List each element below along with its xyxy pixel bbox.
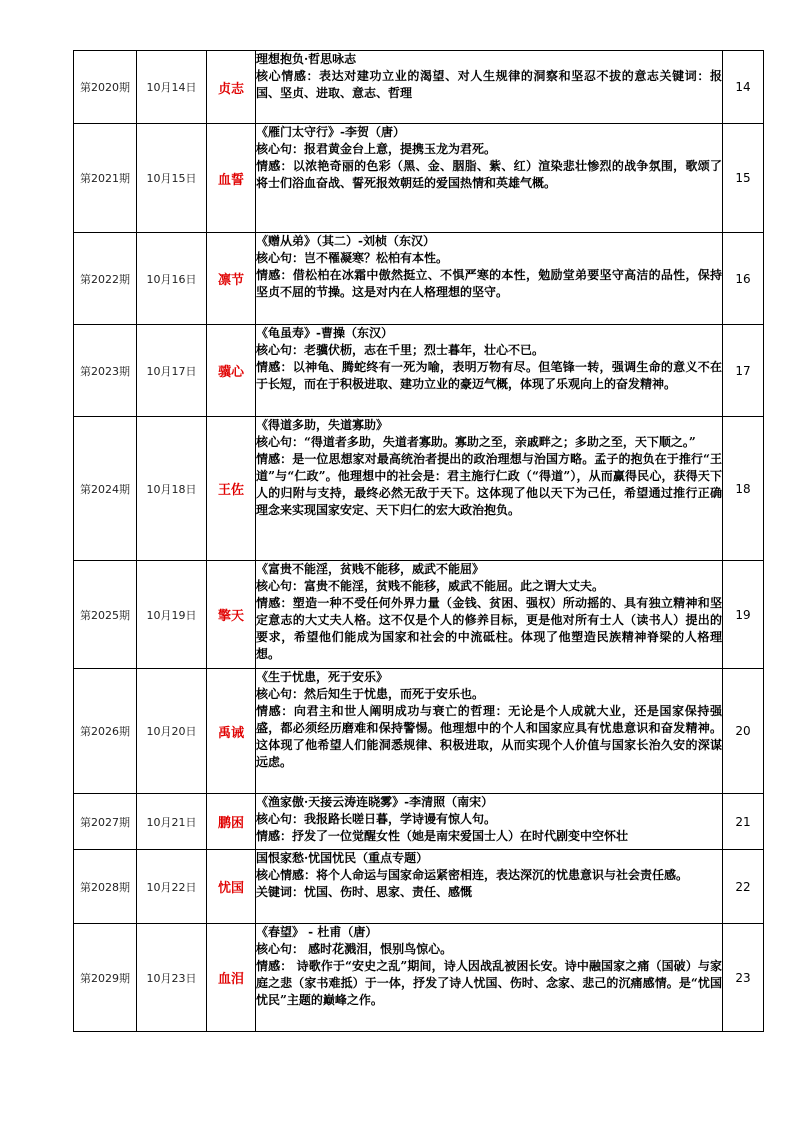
- content-line: 《生于忧患，死于安乐》: [256, 670, 389, 684]
- issue-date: 10月21日: [137, 794, 207, 850]
- issue-number: 第2023期: [74, 325, 137, 417]
- content-line: 核心句： 感时花溅泪，恨别鸟惊心。: [256, 942, 453, 956]
- issue-date: 10月16日: [137, 233, 207, 325]
- issue-date: 10月23日: [137, 924, 207, 1032]
- table-row: [74, 325, 764, 417]
- theme-keyword: 骥心: [207, 325, 256, 417]
- poem-content: [256, 924, 723, 1032]
- table-row: [74, 124, 764, 233]
- content-line: 核心句：“得道者多助，失道者寡助。寡助之至，亲戚畔之；多助之至，天下顺之。”: [256, 435, 696, 449]
- table-row: [74, 417, 764, 561]
- content-line: 《渔家傲·天接云涛连晓雾》-李清照（南宋）: [256, 795, 494, 809]
- content-line: 核心情感：表达对建功立业的渴望、对人生规律的洞察和坚忍不拔的意志关键词：报国、坚贞、进取、意志、哲理: [256, 69, 722, 100]
- content-line: 《春望》 - 杜甫（唐）: [256, 925, 378, 939]
- content-line: 情感：向君主和世人阐明成功与衰亡的哲理：无论是个人成就大业，还是国家保持强盛，都必须经历磨难和保持警惕。他理想中的个人和国家应具有忧患意识和奋发精神。这体现了他希望人们能洞悉规律、积极进取，从而实现个人价值与国家长治久安的深谋远虑。: [256, 704, 722, 769]
- issue-number: 第2021期: [74, 124, 137, 233]
- content-line: 情感：是一位思想家对最高统治者提出的政治理想与治国方略。孟子的抱负在于推行“王道”与“仁政”。他理想中的社会是：君主施行仁政（“得道”），从而赢得民心，获得天下人的归附与支持，最终必然无敌于天下。这体现了他以天下为己任，希望通过推行正确理念来实现国家安定、天下归仁的宏大政治抱负。: [256, 452, 722, 517]
- content-line: 核心句：报君黄金台上意，提携玉龙为君死。: [256, 142, 497, 156]
- content-line: 核心句：富贵不能淫，贫贱不能移，威武不能屈。此之谓大丈夫。: [256, 579, 605, 593]
- issue-number: 第2029期: [74, 924, 137, 1032]
- content-line: 情感：塑造一种不受任何外界力量（金钱、贫困、强权）所动摇的、具有独立精神和坚定意志的大丈夫人格。这不仅是个人的修养目标，更是他对所有士人（读书人）提出的要求，希望他们能成为国家和社会的中流砥柱。体现了他塑造民族精神脊梁的人格理想。: [256, 596, 722, 661]
- poem-content: [256, 850, 723, 924]
- row-number: 22: [723, 850, 764, 924]
- poem-content: [256, 794, 723, 850]
- content-line: 《赠从弟》（其二）-刘桢（东汉）: [256, 234, 435, 248]
- poem-content: [256, 233, 723, 325]
- issue-number: 第2025期: [74, 561, 137, 669]
- table-row: [74, 850, 764, 924]
- theme-keyword: 血泪: [207, 924, 256, 1032]
- theme-keyword: 王佐: [207, 417, 256, 561]
- schedule-table: [73, 50, 764, 1032]
- table-row: [74, 924, 764, 1032]
- content-line: 情感：抒发了一位觉醒女性（她是南宋爱国士人）在时代剧变中空怀壮: [256, 829, 629, 843]
- row-number: 21: [723, 794, 764, 850]
- issue-number: 第2028期: [74, 850, 137, 924]
- issue-number: 第2024期: [74, 417, 137, 561]
- poem-content: [256, 51, 723, 124]
- theme-keyword: 凛节: [207, 233, 256, 325]
- row-number: 17: [723, 325, 764, 417]
- issue-number: 第2026期: [74, 669, 137, 794]
- content-line: 理想抱负·哲思咏志: [256, 52, 357, 66]
- content-line: 核心句：我报路长嗟日暮，学诗谩有惊人句。: [256, 812, 497, 826]
- theme-keyword: 贞志: [207, 51, 256, 124]
- theme-keyword: 血誓: [207, 124, 256, 233]
- table-row: [74, 51, 764, 124]
- issue-number: 第2027期: [74, 794, 137, 850]
- row-number: 23: [723, 924, 764, 1032]
- content-line: 情感：以神龟、腾蛇终有一死为喻，表明万物有尽。但笔锋一转，强调生命的意义不在于长短，而在于积极进取、建功立业的豪迈气概，体现了乐观向上的奋发精神。: [256, 360, 722, 391]
- poem-content: [256, 669, 723, 794]
- table-row: [74, 233, 764, 325]
- content-line: 《龟虽寿》-曹操（东汉）: [256, 326, 393, 340]
- theme-keyword: 鹏困: [207, 794, 256, 850]
- row-number: 14: [723, 51, 764, 124]
- issue-number: 第2020期: [74, 51, 137, 124]
- content-line: 《富贵不能淫，贫贱不能移，威武不能屈》: [256, 562, 485, 576]
- issue-date: 10月19日: [137, 561, 207, 669]
- row-number: 16: [723, 233, 764, 325]
- content-line: 国恨家愁·忧国忧民（重点专题）: [256, 851, 429, 865]
- theme-keyword: 禹诫: [207, 669, 256, 794]
- row-number: 15: [723, 124, 764, 233]
- issue-date: 10月18日: [137, 417, 207, 561]
- issue-date: 10月17日: [137, 325, 207, 417]
- issue-date: 10月20日: [137, 669, 207, 794]
- table-row: [74, 794, 764, 850]
- row-number: 19: [723, 561, 764, 669]
- theme-keyword: 擎天: [207, 561, 256, 669]
- content-line: 核心情感：将个人命运与国家命运紧密相连，表达深沉的忧患意识与社会责任感。: [256, 868, 689, 882]
- content-line: 情感：借松柏在冰霜中傲然挺立、不惧严寒的本性，勉励堂弟要坚守高洁的品性，保持坚贞不屈的节操。这是对内在人格理想的坚守。: [256, 268, 722, 299]
- content-line: 核心句：岂不罹凝寒？松柏有本性。: [256, 251, 449, 265]
- poem-content: [256, 124, 723, 233]
- table-row: [74, 561, 764, 669]
- poem-content: [256, 561, 723, 669]
- poem-content: [256, 417, 723, 561]
- content-line: 《得道多助，失道寡助》: [256, 418, 389, 432]
- issue-number: 第2022期: [74, 233, 137, 325]
- content-line: 核心句：然后知生于忧患，而死于安乐也。: [256, 687, 485, 701]
- content-line: 核心句：老骥伏枥，志在千里；烈士暮年，壮心不已。: [256, 343, 545, 357]
- poem-content: [256, 325, 723, 417]
- issue-date: 10月15日: [137, 124, 207, 233]
- table-row: [74, 669, 764, 794]
- issue-date: 10月14日: [137, 51, 207, 124]
- issue-date: 10月22日: [137, 850, 207, 924]
- content-line: 情感： 诗歌作于“安史之乱”期间，诗人因战乱被困长安。诗中融国家之痛（国破）与家庭之悲（家书难抵）于一体，抒发了诗人忧国、伤时、念家、悲己的沉痛感情。是“忧国忧民”主题的巅峰之作。: [256, 959, 722, 1007]
- content-line: 《雁门太守行》-李贺（唐）: [256, 125, 405, 139]
- row-number: 20: [723, 669, 764, 794]
- row-number: 18: [723, 417, 764, 561]
- content-line: 关键词：忧国、伤时、思家、责任、感慨: [256, 885, 473, 899]
- theme-keyword: 忧国: [207, 850, 256, 924]
- content-line: 情感：以浓艳奇丽的色彩（黑、金、胭脂、紫、红）渲染悲壮惨烈的战争氛围，歌颂了将士们浴血奋战、誓死报效朝廷的爱国热情和英雄气概。: [256, 159, 722, 190]
